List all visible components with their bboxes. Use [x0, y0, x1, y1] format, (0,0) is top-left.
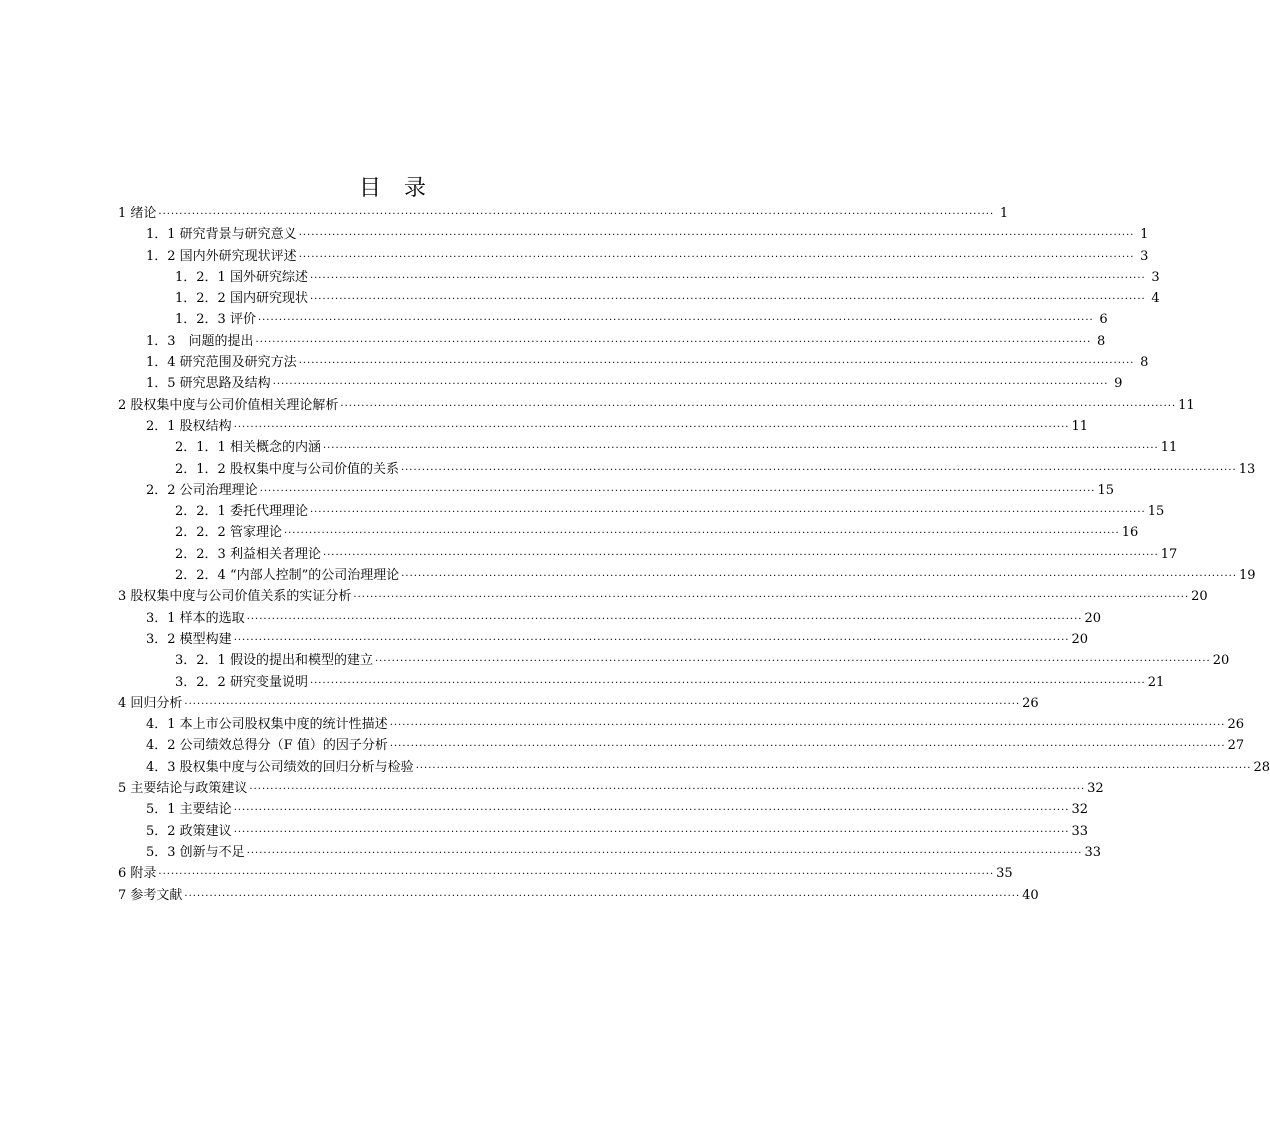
dot-leader: ········································································································································································································ — [283, 528, 1120, 540]
dot-leader: ········································································································································································································ — [298, 230, 1135, 242]
dot-leader: ········································································································································································································ — [309, 677, 1146, 689]
toc-page-number: 20 — [1191, 589, 1208, 605]
dot-leader: ········································································································································································································ — [415, 762, 1252, 774]
toc-entry-label: 6 附录 — [118, 866, 157, 882]
toc-entry-label: 2．2 公司治理理论 — [146, 482, 258, 498]
toc-page-number: 11 — [1071, 418, 1088, 434]
toc-entry[interactable] — [118, 650, 1230, 671]
dot-leader: ········································································································································································································ — [309, 507, 1146, 519]
toc-entry-label: 1．5 研究思路及结构 — [146, 376, 271, 392]
dot-leader: ········································································································································································································ — [246, 613, 1083, 625]
dot-leader: ········································································································································································································ — [259, 485, 1096, 497]
toc-entry-label: 1．3 问题的提出 — [146, 333, 254, 349]
toc-page-number: 21 — [1147, 674, 1165, 690]
toc-page-number: 9 — [1114, 376, 1123, 392]
dot-leader: ········································································································································································································ — [309, 294, 1146, 306]
toc-entry[interactable] — [118, 735, 1245, 756]
toc-page-number: 26 — [1227, 717, 1244, 733]
toc-page-number: 33 — [1084, 844, 1101, 860]
toc-entry[interactable] — [118, 544, 1178, 565]
toc-page-number: 35 — [996, 866, 1013, 882]
toc-entry[interactable] — [118, 714, 1244, 735]
toc-entry-label: 2．2．3 利益相关者理论 — [175, 546, 321, 562]
toc-entry[interactable] — [118, 608, 1101, 629]
toc-entry-label: 3．2 模型构建 — [146, 631, 232, 647]
toc-entry[interactable] — [118, 778, 1104, 799]
toc-entry-label: 2．2．2 管家理论 — [175, 525, 282, 541]
toc-entry-label: 3．2．2 研究变量说明 — [175, 674, 308, 690]
dot-leader: ········································································································································································································ — [322, 549, 1159, 561]
dot-leader: ········································································································································································································ — [184, 890, 1021, 902]
toc-page-number: 20 — [1212, 653, 1230, 669]
dot-leader: ········································································································································································································ — [233, 805, 1070, 817]
toc-entry[interactable] — [118, 565, 1256, 586]
toc-entry[interactable] — [118, 501, 1165, 522]
toc-entry-label: 5．1 主要结论 — [146, 802, 232, 818]
dot-leader: ········································································································································································································ — [233, 421, 1070, 433]
toc-entry-label: 1．4 研究范围及研究方法 — [146, 355, 297, 371]
table-of-contents — [118, 203, 1270, 906]
toc-entry-label: 5．2 政策建议 — [146, 823, 232, 839]
toc-entry-label: 3 股权集中度与公司价值关系的实证分析 — [118, 589, 352, 605]
toc-page-number: 17 — [1160, 546, 1178, 562]
toc-entry[interactable] — [118, 373, 1123, 394]
dot-leader: ········································································································································································································ — [298, 251, 1135, 263]
toc-page-number: 33 — [1071, 823, 1088, 839]
toc-page-number: 1 — [999, 206, 1009, 221]
dot-leader: ········································································································································································································ — [400, 464, 1237, 476]
toc-entry-label: 1 绪论 — [118, 206, 157, 221]
dot-leader: ········································································································································································································ — [257, 315, 1094, 327]
dot-leader: ········································································································································································································ — [353, 592, 1190, 604]
toc-entry-label: 2．2．4 “内部人控制”的公司治理理论 — [175, 568, 400, 584]
dot-leader: ········································································································································································································ — [340, 400, 1177, 412]
toc-entry-label: 1．2．3 评价 — [175, 312, 256, 328]
toc-entry[interactable] — [118, 331, 1106, 352]
toc-page-number: 4 — [1151, 291, 1160, 307]
toc-entry[interactable] — [118, 309, 1108, 330]
toc-entry-label: 1．2．1 国外研究综述 — [175, 269, 308, 285]
dot-leader: ········································································································································································································ — [158, 209, 995, 220]
toc-page-number: 15 — [1147, 504, 1165, 520]
toc-page-number: 13 — [1238, 461, 1256, 477]
dot-leader: ········································································································································································································ — [255, 336, 1092, 348]
toc-entry-label: 2．2．1 委托代理理论 — [175, 504, 308, 520]
dot-leader: ········································································································································································································ — [298, 358, 1135, 370]
toc-entry[interactable] — [118, 586, 1208, 607]
toc-page-number: 26 — [1022, 695, 1039, 711]
toc-entry-label: 2 股权集中度与公司价值相关理论解析 — [118, 397, 339, 413]
toc-entry[interactable] — [118, 821, 1088, 842]
toc-entry[interactable] — [118, 863, 1013, 884]
toc-page-number: 11 — [1160, 440, 1178, 456]
toc-entry[interactable] — [118, 629, 1088, 650]
toc-entry[interactable] — [118, 352, 1149, 373]
toc-entry-label: 4．1 本上市公司股权集中度的统计性描述 — [146, 717, 388, 733]
toc-page-number: 16 — [1121, 525, 1139, 541]
toc-entry[interactable] — [118, 672, 1165, 693]
toc-page-number: 6 — [1099, 312, 1108, 328]
toc-entry-label: 4 回归分析 — [118, 695, 183, 711]
toc-entry[interactable] — [118, 437, 1178, 458]
toc-entry[interactable] — [118, 416, 1088, 437]
toc-entry[interactable] — [118, 757, 1270, 778]
toc-page-number: 28 — [1253, 759, 1270, 775]
dot-leader: ········································································································································································································ — [184, 698, 1021, 710]
toc-entry-label: 2．1 股权结构 — [146, 418, 232, 434]
toc-page-number: 20 — [1084, 610, 1101, 626]
toc-page-number: 32 — [1071, 802, 1088, 818]
dot-leader: ········································································································································································································ — [233, 634, 1070, 646]
toc-entry-label: 4．2 公司绩效总得分（F 值）的因子分析 — [146, 738, 388, 754]
dot-leader: ········································································································································································································ — [389, 720, 1226, 732]
toc-entry[interactable] — [118, 395, 1195, 416]
toc-page-number: 27 — [1227, 738, 1245, 754]
toc-entry[interactable] — [118, 246, 1149, 267]
dot-leader: ········································································································································································································ — [401, 571, 1237, 583]
toc-entry-label: 4．3 股权集中度与公司绩效的回归分析与检验 — [146, 759, 414, 775]
dot-leader: ········································································································································································································ — [249, 784, 1086, 796]
toc-entry-label: 2．1．1 相关概念的内涵 — [175, 440, 321, 456]
toc-entry[interactable] — [118, 288, 1160, 309]
toc-entry-label: 5 主要结论与政策建议 — [118, 781, 248, 797]
toc-page-number: 11 — [1178, 397, 1195, 413]
toc-entry-label: 2．1．2 股权集中度与公司价值的关系 — [175, 461, 399, 477]
toc-entry-label: 3．2．1 假设的提出和模型的建立 — [175, 653, 373, 669]
dot-leader: ········································································································································································································ — [389, 741, 1226, 753]
toc-title: 目 录 — [359, 176, 434, 201]
toc-entry-label: 1．2．2 国内研究现状 — [175, 291, 308, 307]
toc-entry[interactable] — [118, 799, 1088, 820]
toc-entry[interactable] — [118, 267, 1160, 288]
dot-leader: ········································································································································································································ — [309, 272, 1146, 284]
toc-entry[interactable] — [118, 885, 1039, 906]
toc-page-number: 40 — [1022, 887, 1039, 903]
toc-page-number: 3 — [1140, 248, 1149, 264]
toc-entry[interactable] — [118, 842, 1101, 863]
toc-page-number: 1 — [1140, 227, 1149, 243]
toc-entry[interactable] — [118, 459, 1256, 480]
toc-page-number: 15 — [1097, 482, 1114, 498]
toc-entry[interactable] — [118, 693, 1039, 714]
toc-entry-label: 7 参考文献 — [118, 887, 183, 903]
dot-leader: ········································································································································································································ — [158, 869, 995, 881]
dot-leader: ········································································································································································································ — [322, 443, 1159, 455]
toc-entry-label: 5．3 创新与不足 — [146, 844, 245, 860]
toc-page-number: 20 — [1071, 631, 1088, 647]
dot-leader: ········································································································································································································ — [233, 826, 1070, 838]
dot-leader: ········································································································································································································ — [272, 379, 1109, 391]
toc-page-number: 32 — [1087, 781, 1104, 797]
dot-leader: ········································································································································································································ — [374, 656, 1211, 668]
toc-entry[interactable] — [118, 203, 1009, 224]
toc-entry-label: 1．1 研究背景与研究意义 — [146, 227, 297, 243]
toc-page-number: 8 — [1097, 333, 1106, 349]
dot-leader: ········································································································································································································ — [246, 847, 1083, 859]
toc-entry[interactable] — [118, 480, 1114, 501]
toc-entry[interactable] — [118, 224, 1149, 245]
toc-entry-label: 3．1 样本的选取 — [146, 610, 245, 626]
toc-entry[interactable] — [118, 522, 1139, 543]
toc-page-number: 3 — [1151, 269, 1160, 285]
toc-page-number: 8 — [1140, 355, 1149, 371]
toc-entry-label: 1．2 国内外研究现状评述 — [146, 248, 297, 264]
toc-page-number: 19 — [1239, 568, 1256, 584]
